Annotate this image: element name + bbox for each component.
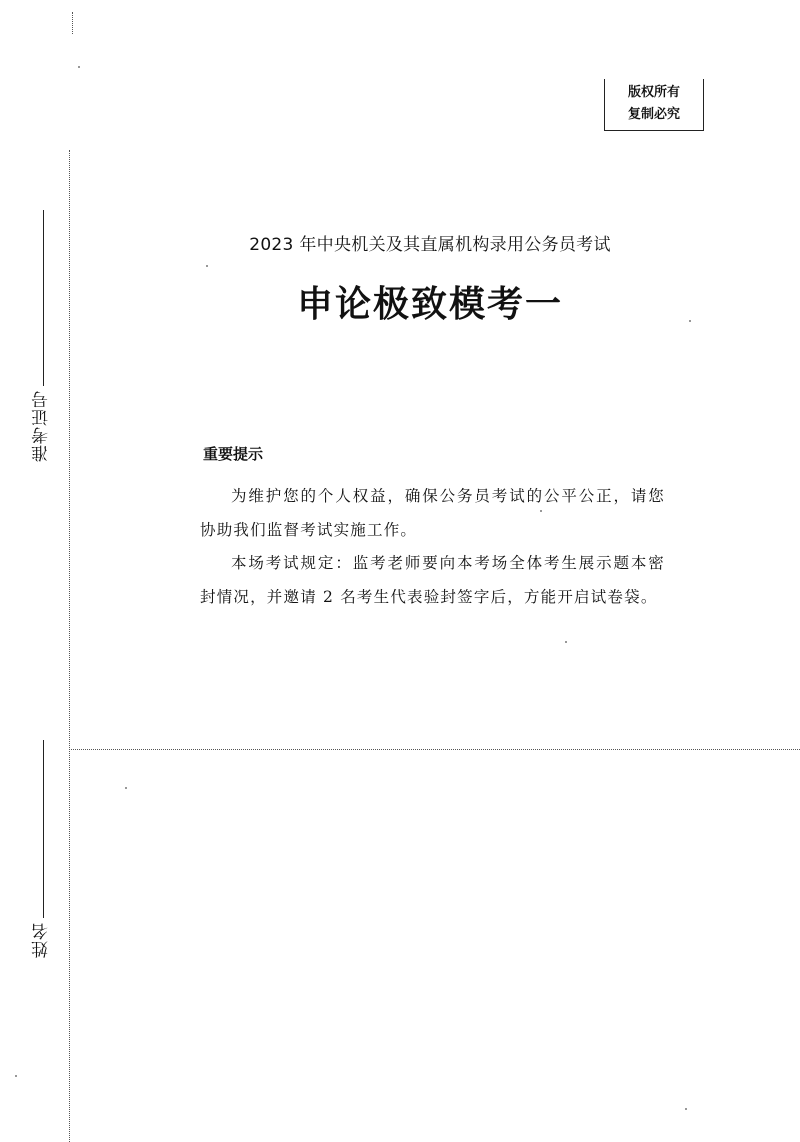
- exam-title: 申论极致模考一: [296, 284, 563, 325]
- scan-speck: [206, 265, 208, 267]
- scan-speck: [685, 1108, 687, 1110]
- admission-number-label: 准考证号: [32, 390, 52, 462]
- fold-line: [69, 749, 800, 750]
- exam-subtitle: 2023 年中央机关及其直属机构录用公务员考试: [249, 235, 611, 255]
- notice-paragraph: 本场考试规定：监考老师要向本考场全体考生展示题本密封情况，并邀请 2 名考生代表验封签字后，方能开启试卷袋。: [200, 554, 665, 606]
- scan-speck: [540, 510, 542, 512]
- scan-speck: [689, 320, 691, 322]
- scan-speck: [15, 1075, 17, 1077]
- copyright-stamp-line-1: 版权所有: [627, 85, 680, 100]
- notice-heading: 重要提示: [203, 445, 264, 463]
- name-fill-line: [43, 740, 44, 918]
- scan-speck: [78, 66, 80, 68]
- notice-body: [200, 480, 665, 614]
- notice-paragraph: 为维护您的个人权益，确保公务员考试的公平公正，请您协助我们监督考试实施工作。: [200, 487, 665, 539]
- name-label: 姓名: [32, 922, 52, 958]
- scan-speck: [565, 641, 567, 643]
- copyright-stamp-line-2: 复制必究: [627, 107, 680, 122]
- scan-speck: [125, 787, 127, 789]
- top-margin-dash: [72, 12, 73, 34]
- copyright-stamp: [604, 79, 704, 131]
